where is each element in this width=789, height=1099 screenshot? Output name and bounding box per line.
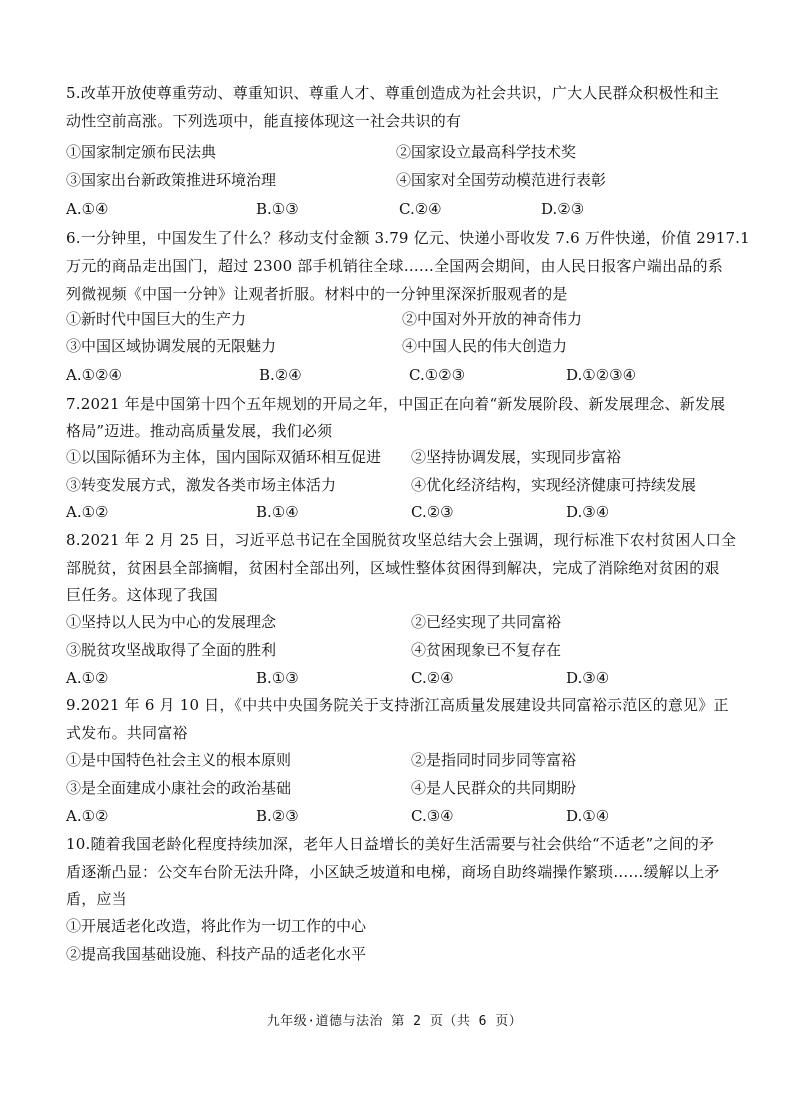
question-9-stem-line-1: 9.2021 年 6 月 10 日，《中共中央国务院关于支持浙江高质量发展建设共同富裕示范区的意见》正 [66, 696, 729, 714]
question-10-item-1: ①开展适老化改造，将此作为一切工作的中心 [66, 917, 367, 935]
page-footer: 九年级·道德与法治 第 2 页（共 6 页） [266, 1014, 523, 1029]
question-9-item-3: ③是全面建成小康社会的政治基础 [66, 779, 292, 797]
question-9-stem-line-2: 式发布。共同富裕 [66, 724, 188, 742]
question-6-item-3: ③中国区域协调发展的无限魅力 [66, 337, 277, 355]
question-8-stem-line-1: 8.2021 年 2 月 25 日，习近平总书记在全国脱贫攻坚总结大会上强调，现行标准下农村贫困人口全 [66, 531, 737, 549]
question-6-item-2: ②中国对外开放的神奇伟力 [402, 310, 583, 328]
question-7-stem-line-2: 格局”迈进。推动高质量发展，我们必须 [66, 422, 333, 440]
question-9-choice-a: A.①② [66, 807, 109, 825]
question-7-choice-d: D.③④ [566, 503, 610, 521]
question-10-stem-line-3: 盾，应当 [66, 890, 127, 908]
question-7-item-4: ④优化经济结构，实现经济健康可持续发展 [411, 476, 697, 494]
question-9-item-1: ①是中国特色社会主义的根本原则 [66, 751, 292, 769]
question-5-stem-line-1: 5.改革开放使尊重劳动、尊重知识、尊重人才、尊重创造成为社会共识，广大人民群众积极性和主 [66, 84, 720, 102]
question-5-choice-b: B.①③ [256, 200, 299, 218]
question-8-item-1: ①坚持以人民为中心的发展理念 [66, 613, 277, 631]
question-6-item-4: ④中国人民的伟大创造力 [402, 337, 568, 355]
question-5-item-4: ④国家对全国劳动模范进行表彰 [396, 171, 607, 189]
question-8-stem-line-3: 巨任务。这体现了我国 [66, 586, 219, 604]
question-7-choice-b: B.①④ [256, 503, 299, 521]
question-5-stem-line-2: 动性空前高涨。下列选项中，能直接体现这一社会共识的有 [66, 112, 462, 130]
question-6-choice-d: D.①②③④ [566, 366, 637, 384]
question-6-choice-c: C.①②③ [409, 366, 466, 384]
question-5-item-3: ③国家出台新政策推进环境治理 [66, 171, 277, 189]
question-10-item-2: ②提高我国基础设施、科技产品的适老化水平 [66, 945, 367, 963]
question-8-stem-line-2: 部脱贫，贫困县全部摘帽，贫困村全部出列，区域性整体贫困得到解决，完成了消除绝对贫困的艰 [66, 559, 720, 577]
question-7-item-2: ②坚持协调发展，实现同步富裕 [411, 448, 622, 466]
question-7-item-1: ①以国际循环为主体，国内国际双循环相互促进 [66, 448, 382, 466]
question-7-choice-a: A.①② [66, 503, 109, 521]
question-9-item-2: ②是指同时同步同等富裕 [411, 751, 577, 769]
question-5-choice-c: C.②④ [399, 200, 442, 218]
question-9-item-4: ④是人民群众的共同期盼 [411, 779, 577, 797]
question-9-choice-b: B.②③ [256, 807, 299, 825]
question-6-stem-line-3: 列微视频《中国一分钟》让观者折服。材料中的一分钟里深深折服观者的是 [66, 285, 568, 303]
question-9-choice-d: D.①④ [566, 807, 610, 825]
question-9-choice-c: C.③④ [411, 807, 454, 825]
question-6-item-1: ①新时代中国巨大的生产力 [66, 310, 247, 328]
question-5-choice-a: A.①④ [66, 200, 109, 218]
question-5-item-2: ②国家设立最高科学技术奖 [396, 143, 577, 161]
question-6-stem-line-2: 万元的商品走出国门，超过 2300 部手机销往全球……全国两会期间，由人民日报客户端出品的系 [66, 257, 723, 275]
question-8-choice-d: D.③④ [566, 669, 610, 687]
question-5-choice-d: D.②③ [541, 200, 585, 218]
question-5-item-1: ①国家制定颁布民法典 [66, 143, 217, 161]
question-8-item-2: ②已经实现了共同富裕 [411, 613, 562, 631]
question-6-stem-line-1: 6.一分钟里，中国发生了什么？移动支付金额 3.79 亿元、快递小哥收发 7.6 万件快递，价值 2917.1 [66, 229, 750, 247]
question-7-item-3: ③转变发展方式，激发各类市场主体活力 [66, 476, 337, 494]
question-8-item-4: ④贫困现象已不复存在 [411, 641, 562, 659]
question-6-choice-a: A.①②④ [66, 366, 122, 384]
question-8-choice-a: A.①② [66, 669, 109, 687]
question-10-stem-line-1: 10.随着我国老龄化程度持续加深，老年人日益增长的美好生活需要与社会供给“不适老”之间的矛 [66, 835, 715, 853]
question-8-choice-c: C.②④ [411, 669, 454, 687]
question-6-choice-b: B.②④ [259, 366, 302, 384]
question-7-choice-c: C.②③ [411, 503, 454, 521]
question-8-choice-b: B.①③ [256, 669, 299, 687]
question-7-stem-line-1: 7.2021 年是中国第十四个五年规划的开局之年，中国正在向着“新发展阶段、新发展理念、新发展 [66, 395, 726, 413]
question-8-item-3: ③脱贫攻坚战取得了全面的胜利 [66, 641, 277, 659]
question-10-stem-line-2: 盾逐渐凸显：公交车台阶无法升降，小区缺乏坡道和电梯，商场自助终端操作繁琐……缓解以上矛 [66, 863, 720, 881]
